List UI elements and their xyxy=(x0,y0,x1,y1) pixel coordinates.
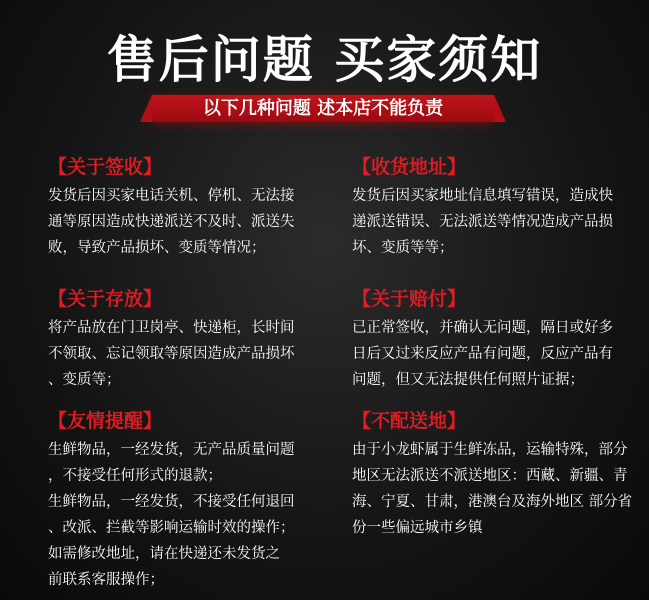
section-line: 将产品放在门卫岗亭、快递柜，长时间 xyxy=(48,320,295,336)
section-line: 生鲜物品，一经发货，不接受任何退回 xyxy=(48,494,295,510)
section-line: 地区无法派送不派送地区：西藏、新疆、青 xyxy=(352,468,628,484)
section-storage xyxy=(48,287,318,393)
section-line: 问题，但又无法提供任何照片证据； xyxy=(352,372,584,388)
section-line: 不领取、忘记领取等原因造成产品损坏 xyxy=(48,346,295,362)
section-line: 由于小龙虾属于生鲜冻品，运输特殊，部分 xyxy=(352,442,628,458)
section-heading: 【关于赔付】 xyxy=(352,288,467,310)
section-line: 前联系客服操作； xyxy=(48,572,164,588)
section-heading: 【关于存放】 xyxy=(48,288,163,310)
section-line: 递派送错误、无法派送等情况造成产品损 xyxy=(352,214,613,230)
section-heading: 【关于签收】 xyxy=(48,156,163,178)
section-line: 发货后因买家地址信息填写错误，造成快 xyxy=(352,188,613,204)
section-line: 坏、变质等等； xyxy=(352,240,454,256)
section-line: 发货后因买家电话关机、停机、无法接 xyxy=(48,188,295,204)
section-line: 海、宁夏、甘肃，港澳台及海外地区 部分省 xyxy=(352,494,633,510)
section-line: 通等原因造成快递派送不及时、派送失 xyxy=(48,214,295,230)
section-compensation xyxy=(352,287,622,393)
section-line: 日后又过来反应产品有问题，反应产品有 xyxy=(352,346,613,362)
section-body xyxy=(48,437,318,593)
section-delivery-address xyxy=(352,155,622,261)
page-title: 售后问题 买家须知 xyxy=(106,31,543,89)
section-body xyxy=(352,183,622,261)
section-line: ，不接受任何形式的退款； xyxy=(48,468,222,484)
section-body xyxy=(48,315,318,393)
section-sign-receipt xyxy=(48,155,318,261)
section-line: 、改派、拦截等影响运输时效的操作； xyxy=(48,520,295,536)
section-body xyxy=(352,437,633,541)
section-no-delivery-areas xyxy=(352,409,633,541)
section-line: 已正常签收，并确认无问题，隔日或好多 xyxy=(352,320,613,336)
section-heading: 【友情提醒】 xyxy=(48,410,163,432)
section-line: 生鲜物品，一经发货，无产品质量问题 xyxy=(48,442,295,458)
section-line: 、变质等； xyxy=(48,372,121,388)
section-body xyxy=(48,183,318,261)
section-line: 如需修改地址，请在快递还未发货之 xyxy=(48,546,280,562)
section-line: 份一些偏远城市乡镇 xyxy=(352,520,483,536)
notice-banner: 以下几种问题 述本店不能负责 xyxy=(152,95,494,122)
section-heading: 【收货地址】 xyxy=(352,156,467,178)
section-heading: 【不配送地】 xyxy=(352,410,467,432)
section-line: 败，导致产品损坏、变质等情况； xyxy=(48,240,266,256)
section-body xyxy=(352,315,622,393)
section-friendly-reminder xyxy=(48,409,318,593)
